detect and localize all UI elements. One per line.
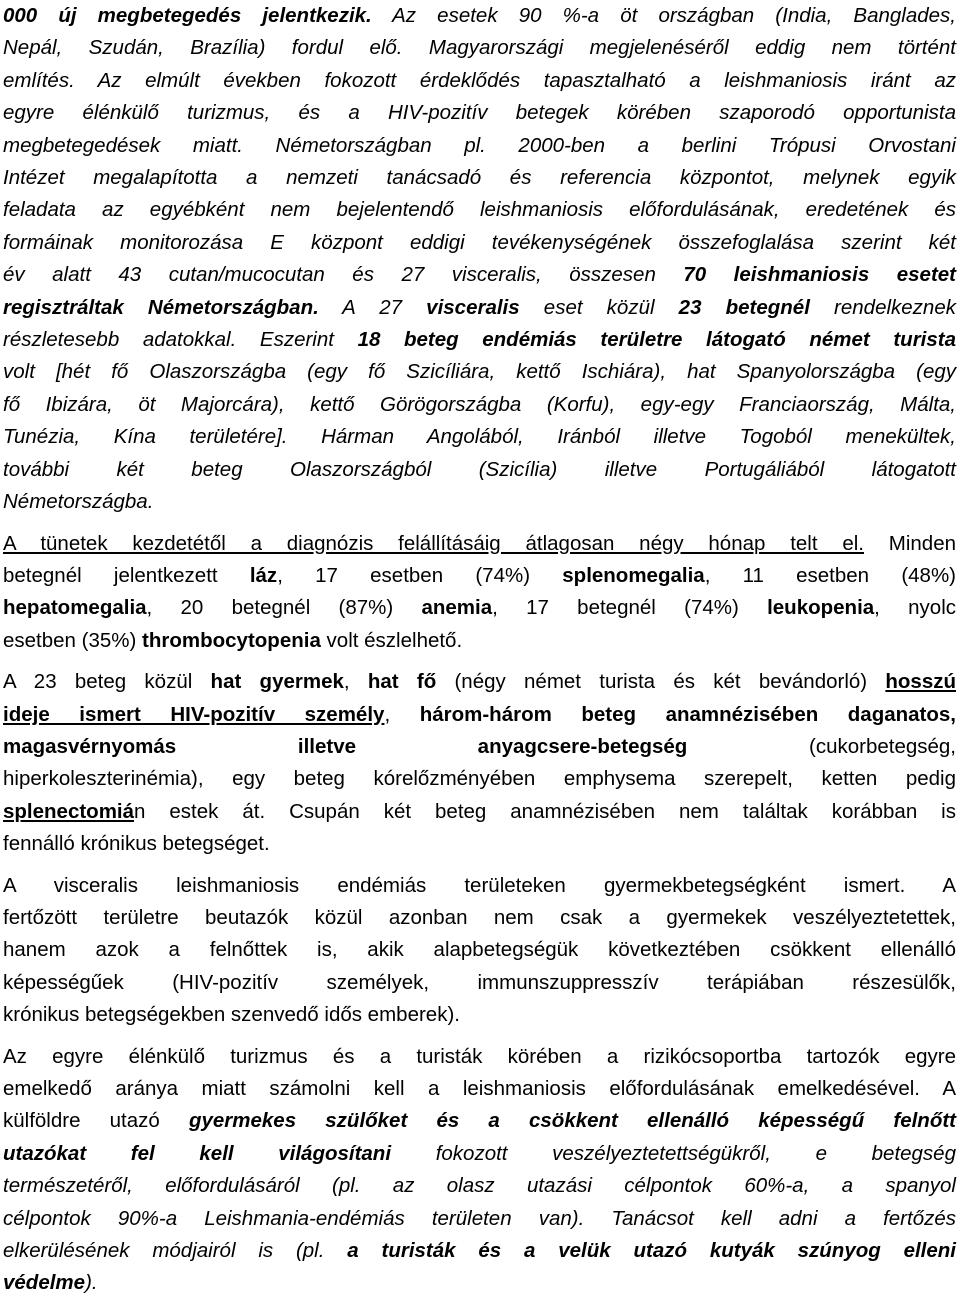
text-line <box>3 870 956 902</box>
text-line <box>3 1267 956 1298</box>
text-line <box>3 356 956 388</box>
text-run: , 20 betegnél (87%) <box>146 596 422 620</box>
text-run: hat gyermek <box>210 670 344 694</box>
text-run: Intézet megalapította a nemzeti tanácsadó és referencia központot, melynek egyik <box>3 166 956 190</box>
text-run: Nepál, Szudán, Brazília) fordul elő. Magyarországi megjelenéséről eddig nem történt <box>3 36 956 60</box>
text-run: utazókat fel kell világosítani <box>3 1141 392 1165</box>
text-line <box>3 292 956 324</box>
text-run: hanem azok a felnőttek is, akik alapbetegségük következtében csökkent ellenálló <box>3 938 956 962</box>
text-line <box>3 1105 956 1137</box>
text-line <box>3 967 956 999</box>
text-run: A visceralis leishmaniosis endémiás területeken gyermekbetegségként ismert. A <box>3 873 956 897</box>
text-run: , 17 esetben (74%) <box>277 563 563 587</box>
text-run: thrombocytopenia <box>142 628 321 652</box>
text-run: rendelkeznek <box>809 295 956 319</box>
text-run: említés. Az elmúlt években fokozott érdeklődés tapasztalható a leishmaniosis iránt az <box>3 68 956 92</box>
text-run: formáinak monitorozása E központ eddigi tevékenységének összefoglalása szerint két <box>3 230 956 254</box>
text-run: egyre élénkülő turizmus, és a HIV-pozitív betegek körében szaporodó opportunista <box>3 101 956 125</box>
paragraph-2 <box>3 528 956 658</box>
text-line <box>3 934 956 966</box>
text-run: visceralis <box>426 295 520 319</box>
text-line <box>3 130 956 162</box>
text-run: célpontok 90%-a Leishmania-endémiás területen van). Tanácsot kell adni a fertőzés <box>3 1206 956 1230</box>
text-line <box>3 324 956 356</box>
text-run: gyermekes szülőket és a csökkent ellenálló képességű felnőtt <box>188 1109 956 1133</box>
text-line <box>3 699 956 731</box>
text-run: , <box>384 702 420 726</box>
text-run: ). <box>85 1271 98 1295</box>
text-run: fokozott veszélyeztetettségükről, e betegség <box>391 1141 956 1165</box>
text-line <box>3 731 956 763</box>
text-run: leukopenia <box>767 596 875 620</box>
text-line <box>3 454 956 486</box>
text-run: , nyolc <box>874 596 956 620</box>
text-line <box>3 65 956 97</box>
text-line <box>3 1138 956 1170</box>
text-run: további két beteg Olaszországból (Szicília) illetve Portugáliából látogatott <box>3 457 956 481</box>
text-line <box>3 486 956 518</box>
text-line <box>3 32 956 64</box>
text-line <box>3 763 956 795</box>
text-run: n estek át. Csupán két beteg anamnézisében nem találtak korábban is <box>134 799 956 823</box>
text-run: hiperkoleszterinémia), egy beteg kórelőzményében emphysema szerepelt, ketten pedig <box>3 767 956 791</box>
text-run: hepatomegalia <box>3 596 147 620</box>
text-run: krónikus betegségekben szenvedő idős emberek). <box>3 1003 460 1027</box>
text-run: három-három beteg anamnézisében daganatos, <box>419 702 956 726</box>
text-run: eset közül <box>519 295 679 319</box>
paragraph-1 <box>3 0 956 519</box>
text-line <box>3 1203 956 1235</box>
text-run: volt észlelhető. <box>320 628 463 652</box>
text-run: megbetegedések miatt. Németországban pl. 2000-ben a berlini Trópusi Orvostani <box>3 133 956 157</box>
text-line <box>3 97 956 129</box>
paragraph-3 <box>3 666 956 860</box>
document-body <box>3 0 956 1298</box>
text-line <box>3 902 956 934</box>
text-run: anemia <box>421 596 493 620</box>
text-run: 18 beteg endémiás területre látogató német turista <box>357 328 957 352</box>
text-run: védelme <box>3 1271 86 1295</box>
text-line <box>3 625 956 657</box>
text-run: fertőzött területre beutazók közül azonban nem csak a gyermekek veszélyeztetettek, <box>3 905 956 929</box>
text-run: év alatt 43 cutan/mucocutan és 27 visceralis, összesen <box>3 263 684 287</box>
text-line <box>3 0 956 32</box>
text-run: Az egyre élénkülő turizmus és a turisták körében a rizikócsoportba tartozók egyre <box>3 1044 956 1068</box>
text-run: , <box>343 670 368 694</box>
text-line <box>3 389 956 421</box>
text-line <box>3 259 956 291</box>
text-run: esetben (35%) <box>3 628 143 652</box>
text-run: A tünetek kezdetétől a diagnózis felállításáig átlagosan négy hónap telt el. <box>3 531 864 555</box>
text-run: 000 új megbetegedés jelentkezik. <box>3 4 372 27</box>
text-line <box>3 1073 956 1105</box>
text-run: , 11 esetben (48%) <box>704 563 956 587</box>
text-run: részletesebb adatokkal. Eszerint <box>3 328 358 352</box>
text-run: splenectomiá <box>3 799 135 823</box>
text-run: feladata az egyébként nem bejelentendő leishmaniosis előfordulásának, eredetének és <box>3 198 956 222</box>
text-line <box>3 666 956 698</box>
text-run: regisztráltak Németországban. <box>3 295 319 319</box>
text-run: fő Ibizára, öt Majorcára), kettő Görögországba (Korfu), egy-egy Franciaország, Málta, <box>3 392 956 416</box>
text-run: a turisták és a velük utazó kutyák szúnyog elleni <box>347 1239 956 1263</box>
text-run: külföldre utazó <box>3 1109 189 1133</box>
text-line <box>3 421 956 453</box>
text-run: Németországba. <box>3 490 154 514</box>
text-run: elkerülésének módjairól is (pl. <box>3 1239 348 1263</box>
text-run: Minden <box>863 531 956 555</box>
text-line <box>3 592 956 624</box>
text-line <box>3 194 956 226</box>
text-run: emelkedő aránya miatt számolni kell a leishmaniosis előfordulásának emelkedésével. A <box>3 1077 956 1100</box>
text-run: hosszú <box>885 670 956 694</box>
text-run: volt [hét fő Olaszországba (egy fő Szicíliára, kettő Ischiára), hat Spanyolországba (egy <box>3 360 956 384</box>
text-line <box>3 796 956 828</box>
text-line <box>3 528 956 560</box>
text-run: (négy német turista és két bevándorló) <box>436 670 886 694</box>
text-run: A 27 <box>318 295 427 319</box>
text-line <box>3 1041 956 1073</box>
text-run: magasvérnyomás illetve anyagcsere-betegség <box>3 734 688 758</box>
text-run: (cukorbetegség, <box>687 734 957 758</box>
text-line <box>3 227 956 259</box>
text-run: hat fő <box>367 670 437 694</box>
text-line <box>3 999 956 1031</box>
text-line <box>3 162 956 194</box>
text-run: természetéről, előfordulásáról (pl. az olasz utazási célpontok 60%-a, a spanyol <box>3 1174 956 1198</box>
text-line <box>3 828 956 860</box>
text-run: splenomegalia <box>562 563 705 587</box>
text-run: Tunézia, Kína területére]. Hárman Angolából, Iránból illetve Togoból menekültek, <box>3 425 956 449</box>
text-run: A 23 beteg közül <box>3 670 211 694</box>
paragraph-5 <box>3 1041 956 1298</box>
text-run: Az esetek 90 %-a öt országban (India, Banglades, <box>371 4 956 27</box>
text-run: , 17 betegnél (74%) <box>492 596 768 620</box>
text-run: ideje ismert HIV-pozitív személy <box>3 702 385 726</box>
text-line <box>3 1170 956 1202</box>
paragraph-4 <box>3 870 956 1032</box>
text-run: láz <box>249 563 278 587</box>
text-line <box>3 560 956 592</box>
text-run: 70 leishmaniosis esetet <box>683 263 956 287</box>
text-run: betegnél jelentkezett <box>3 563 250 587</box>
text-run: képességűek (HIV-pozitív személyek, immunszuppresszív terápiában részesülők, <box>3 970 956 994</box>
text-run: 23 betegnél <box>678 295 810 319</box>
text-line <box>3 1235 956 1267</box>
text-run: fennálló krónikus betegséget. <box>3 832 270 856</box>
